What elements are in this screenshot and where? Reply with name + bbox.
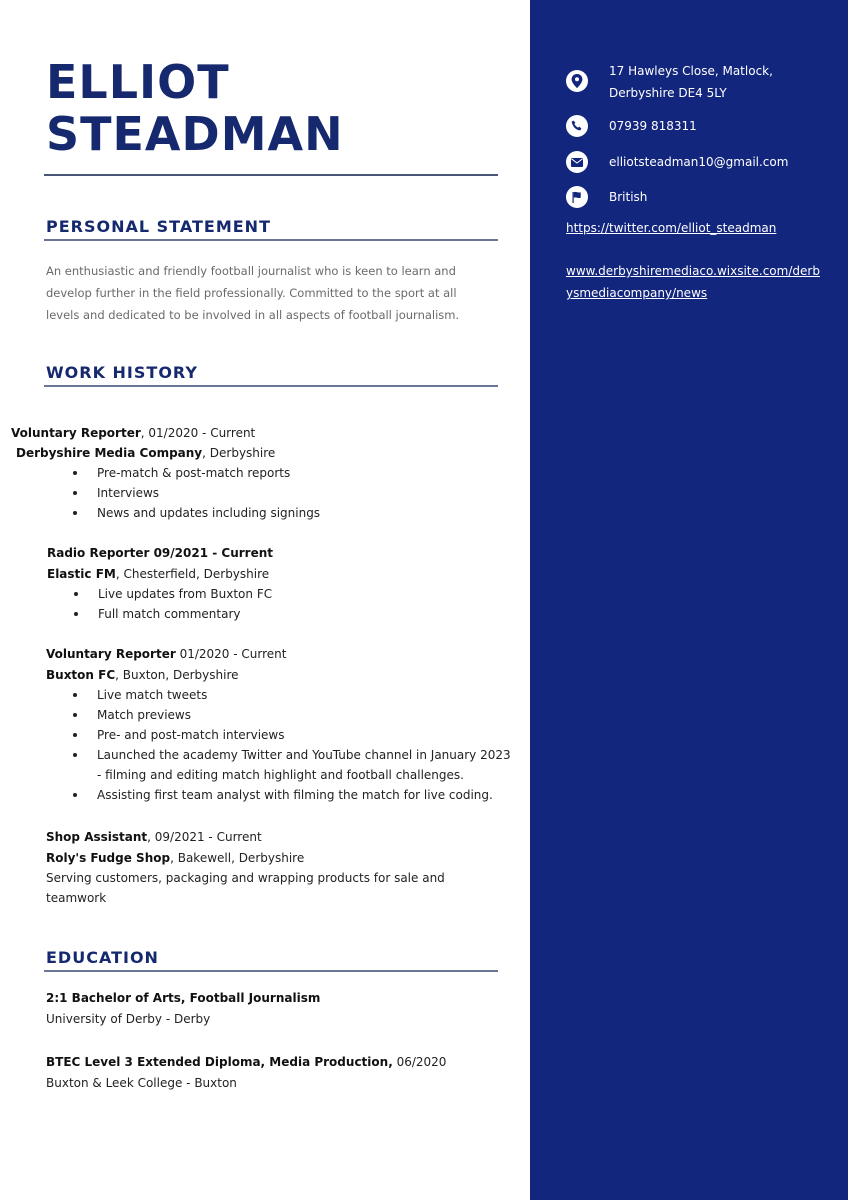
job-role: Shop Assistant	[46, 830, 148, 844]
job-title-line	[11, 423, 255, 443]
email-icon	[566, 151, 588, 173]
list-item: Assisting first team analyst with filming the match for live coding.	[73, 785, 513, 805]
personal-statement-text: An enthusiastic and friendly football journalist who is keen to learn and develop further in the field professionally. Committed to the sport at all levels and dedicated to be involved in all aspects of football journalism.	[46, 264, 460, 322]
list-item: News and updates including signings	[73, 503, 513, 523]
job-title-line	[47, 543, 273, 563]
education-institution: University of Derby - Derby	[46, 1012, 211, 1026]
first-name: ELLIOT	[46, 55, 230, 109]
job-duties-list	[73, 685, 513, 805]
personal-statement-heading: PERSONAL STATEMENT	[46, 217, 271, 236]
education-institution: Buxton & Leek College - Buxton	[46, 1076, 237, 1090]
job-dates: , 09/2021 - Current	[147, 830, 262, 844]
job-description: Serving customers, packaging and wrapping products for sale and teamwork	[46, 871, 445, 905]
phone-icon	[566, 115, 588, 137]
list-item: Live match tweets	[73, 685, 513, 705]
candidate-name	[46, 56, 344, 160]
website-link[interactable]: www.derbyshiremediaco.wixsite.com/derbysmediacompany/news	[566, 264, 820, 300]
job-title-line	[46, 827, 262, 847]
job-employer-line	[16, 443, 275, 463]
list-item: Launched the academy Twitter and YouTube channel in January 2023 - filming and editing match highlight and football challenges.	[73, 745, 513, 785]
job-location: , Chesterfield, Derbyshire	[115, 567, 270, 581]
location-icon	[566, 70, 588, 92]
job-employer: Derbyshire Media Company	[16, 446, 203, 460]
education-qualification: 2:1 Bachelor of Arts, Football Journalism	[46, 991, 321, 1005]
contact-nationality	[566, 186, 829, 208]
flag-icon	[566, 186, 588, 208]
education-qualification-line	[46, 988, 320, 1008]
list-item: Match previews	[73, 705, 513, 725]
contact-email	[566, 151, 829, 173]
job-employer: Buxton FC	[46, 668, 116, 682]
job-employer-line	[46, 665, 239, 685]
list-item: Interviews	[73, 483, 513, 503]
job-dates: , 01/2020 - Current	[140, 426, 256, 440]
job-location: , Buxton, Derbyshire	[115, 668, 239, 682]
education-date: 06/2020	[392, 1055, 447, 1069]
education-qualification-line	[46, 1052, 446, 1072]
education-qualification: BTEC Level 3 Extended Diploma, Media Production,	[46, 1055, 393, 1069]
job-duties-list	[74, 584, 494, 624]
contact-sidebar	[530, 0, 848, 1200]
name-divider	[44, 174, 498, 176]
personal-statement-divider	[44, 239, 498, 241]
list-item: Pre-match & post-match reports	[73, 463, 513, 483]
job-role: Voluntary Reporter	[46, 647, 176, 661]
job-employer-line	[46, 848, 304, 868]
contact-phone	[566, 115, 829, 137]
list-item: Full match commentary	[74, 604, 494, 624]
nationality-text: British	[609, 190, 648, 204]
job-role: Voluntary Reporter	[11, 426, 141, 440]
work-history-divider	[44, 385, 498, 387]
contact-address	[566, 60, 779, 104]
job-title-line	[46, 644, 286, 664]
education-divider	[44, 970, 498, 972]
address-text: 17 Hawleys Close, Matlock, Derbyshire DE4 5LY	[609, 64, 773, 100]
list-item: Pre- and post-match interviews	[73, 725, 513, 745]
email-text[interactable]: elliotsteadman10@gmail.com	[609, 155, 789, 169]
work-history-heading: WORK HISTORY	[46, 363, 198, 382]
job-employer-line	[47, 564, 269, 584]
twitter-link[interactable]: https://twitter.com/elliot_steadman	[566, 221, 777, 235]
phone-text: 07939 818311	[609, 119, 697, 133]
job-employer: Elastic FM	[47, 567, 116, 581]
job-dates: 01/2020 - Current	[175, 647, 287, 661]
job-duties-list	[73, 463, 513, 523]
job-employer: Roly's Fudge Shop	[46, 851, 171, 865]
job-role: Radio Reporter 09/2021 - Current	[47, 546, 273, 560]
last-name: STEADMAN	[46, 107, 344, 161]
list-item: Live updates from Buxton FC	[74, 584, 494, 604]
job-location: , Derbyshire	[202, 446, 276, 460]
job-location: , Bakewell, Derbyshire	[170, 851, 305, 865]
education-heading: EDUCATION	[46, 948, 159, 967]
